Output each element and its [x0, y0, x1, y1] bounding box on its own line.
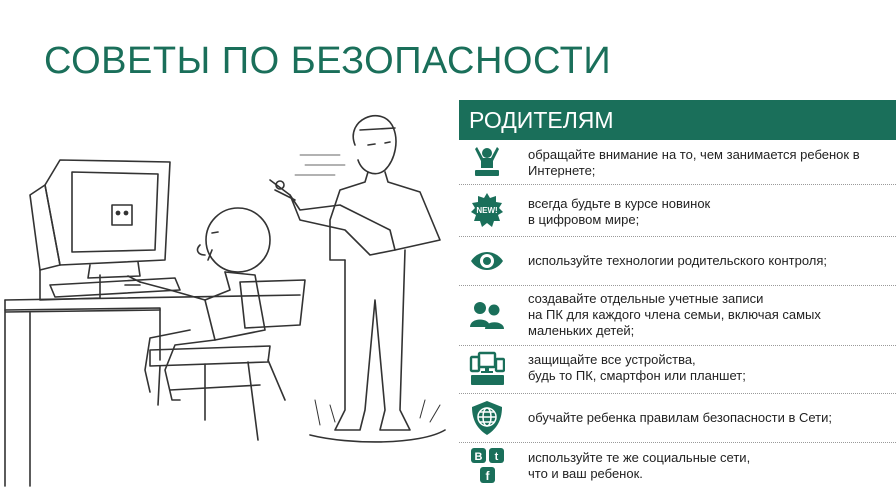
- tip-item: [459, 347, 896, 392]
- panel-header-label: РОДИТЕЛЯМ: [469, 107, 614, 133]
- parents-panel: [459, 100, 896, 495]
- tip-item: [459, 287, 896, 344]
- users-icon: [469, 297, 505, 333]
- facebook-icon: f: [485, 469, 490, 483]
- tip-item: [459, 186, 896, 234]
- tip-line: используйте технологии родительского контроля;: [528, 253, 827, 268]
- child-icon: [469, 144, 505, 180]
- tip-line: на ПК для каждого члена семьи, включая самых: [528, 307, 821, 322]
- tip-line: маленьких детей;: [528, 323, 635, 338]
- new-badge-text: NEW!: [476, 206, 498, 215]
- tip-line: всегда будьте в курсе новинок: [528, 196, 711, 211]
- globe-shield-icon: [469, 400, 505, 436]
- tip-line: создавайте отдельные учетные записи: [528, 291, 764, 306]
- tip-item: [459, 140, 896, 183]
- tip-item: [459, 444, 896, 495]
- tip-line: в цифровом мире;: [528, 212, 640, 227]
- page-title: СОВЕТЫ ПО БЕЗОПАСНОСТИ: [44, 40, 612, 82]
- divider: [459, 345, 896, 346]
- tip-line: защищайте все устройства,: [528, 352, 696, 367]
- tip-line: используйте те же социальные сети,: [528, 450, 751, 465]
- new-badge-icon: [469, 192, 505, 228]
- tip-line: обращайте внимание на то, чем занимается ребенок в: [528, 147, 860, 162]
- tip-line: будь то ПК, смартфон или планшет;: [528, 368, 746, 383]
- devices-icon: [469, 351, 505, 387]
- twitter-icon: t: [494, 451, 499, 463]
- tip-item: [459, 395, 896, 441]
- divider: [459, 184, 896, 185]
- eye-icon: [469, 243, 505, 279]
- tip-line: обучайте ребенка правилам безопасности в Сети;: [528, 410, 833, 425]
- divider: [459, 285, 896, 286]
- divider: [459, 393, 896, 394]
- divider: [459, 442, 896, 443]
- illustration: [0, 100, 456, 490]
- panel-header: [459, 100, 896, 140]
- tip-line: что и ваш ребенок.: [528, 466, 643, 481]
- tip-line: Интернете;: [528, 163, 596, 178]
- vk-icon: B: [474, 451, 483, 463]
- divider: [459, 236, 896, 237]
- tip-item: [459, 238, 896, 284]
- social-icons: [469, 446, 507, 488]
